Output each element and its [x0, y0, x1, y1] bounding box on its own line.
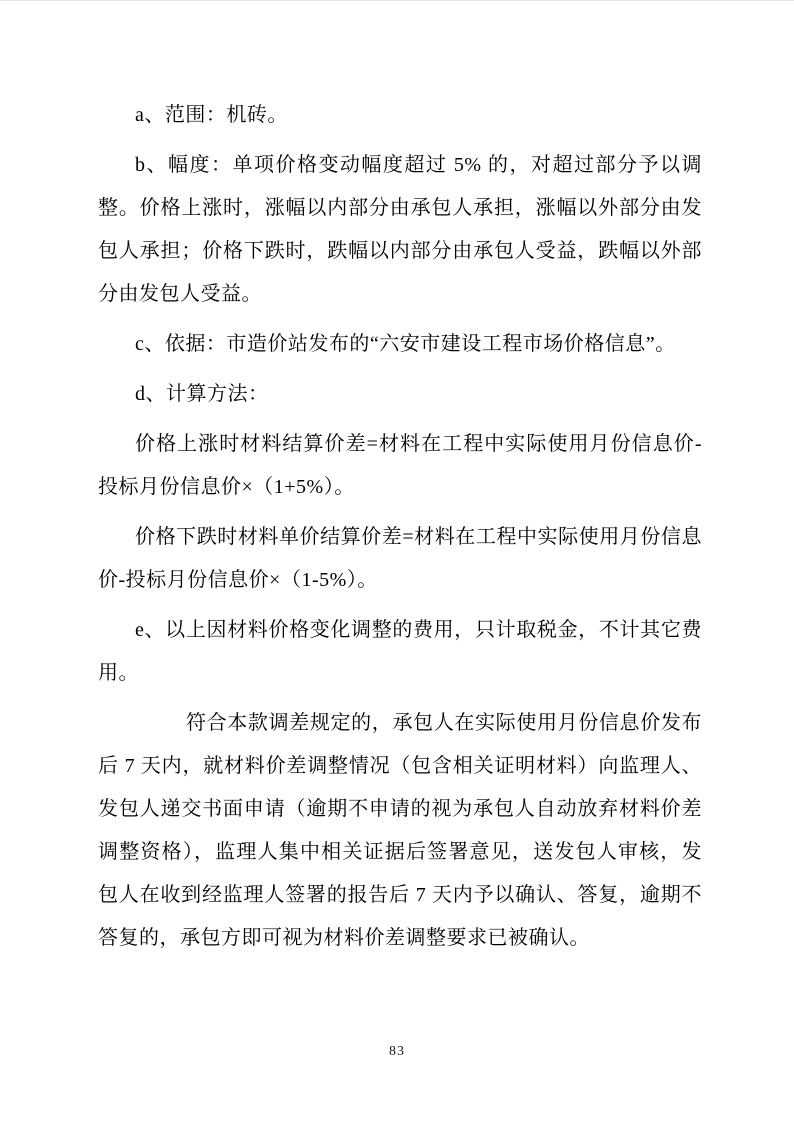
page-body — [0, 1, 794, 960]
closing-procedure-paragraph: 符合本款调差规定的，承包人在实际使用月份信息价发布后 7 天内，就材料价差调整情况（包含相关证明材料）向监理人、发包人递交书面申请（逾期不申请的视为承包人自动放弃材料价差调整资格），监理人集中相关证据后签署意见，送发包人审核，发包人在收到经监理人签署的报告后 7 天内予以确认、答复，逾期不答复的，承包方即可视为材料价差调整要求已被确认。 — [98, 712, 702, 949]
clause-item-b: b、幅度：单项价格变动幅度超过 5% 的，对超过部分予以调整。价格上涨时，涨幅以内部分由承包人承担，涨幅以外部分由发包人承担；价格下跌时，跌幅以内部分由承包人受益，跌幅以外部分由发包人受益。 — [98, 154, 702, 305]
clause-item-d: d、计算方法： — [135, 383, 269, 405]
clause-item-e: e、以上因材料价格变化调整的费用，只计取税金，不计其它费用。 — [98, 619, 702, 684]
page-number: 83 — [389, 1044, 405, 1059]
formula-price-increase: 价格上涨时材料结算价差=材料在工程中实际使用月份信息价-投标月份信息价×（1+5%）。 — [98, 433, 702, 498]
clause-item-c: c、依据：市造价站发布的“六安市建设工程市场价格信息”。 — [135, 333, 676, 355]
clause-item-a: a、范围：机砖。 — [135, 104, 288, 126]
formula-price-decrease: 价格下跌时材料单价结算价差=材料在工程中实际使用月份信息价-投标月份信息价×（1-5%）。 — [98, 526, 702, 591]
